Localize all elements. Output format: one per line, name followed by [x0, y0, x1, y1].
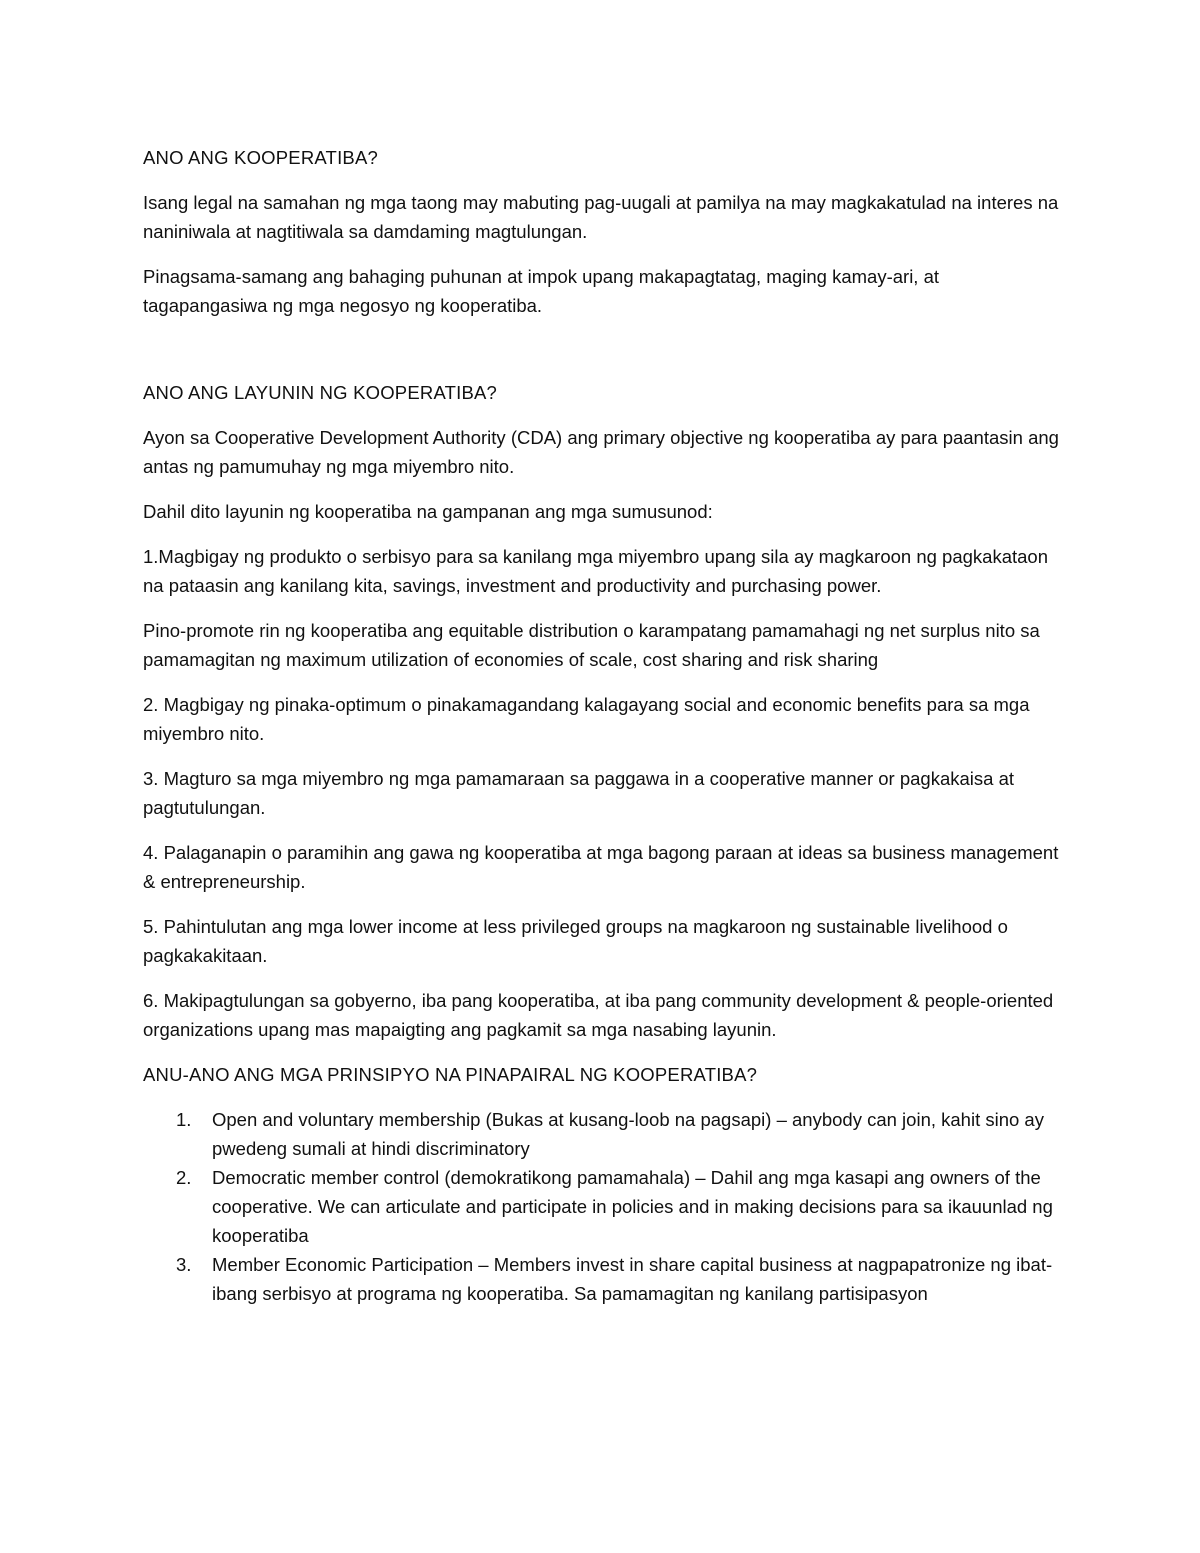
- paragraph: 1.Magbigay ng produkto o serbisyo para sa kanilang mga miyembro upang sila ay magkaroon ng pagkakataon na pataasin ang kanilang kita, savings, investment and productivity and purchasing power.: [143, 546, 1048, 596]
- section-heading-kooperatiba: ANO ANG KOOPERATIBA?: [143, 147, 378, 168]
- list-item-text: Open and voluntary membership (Bukas at kusang-loob na pagsapi) – anybody can join, kahit sino ay pwedeng sumali at hindi discriminatory: [212, 1109, 1044, 1159]
- section-heading-prinsipyo: ANU-ANO ANG MGA PRINSIPYO NA PINAPAIRAL NG KOOPERATIBA?: [143, 1064, 758, 1085]
- document-content: [143, 143, 1063, 1308]
- paragraph: Pino-promote rin ng kooperatiba ang equitable distribution o karampatang pamamahagi ng net surplus nito sa pamamagitan ng maximum utilization of economies of scale, cost sharing and risk sharing: [143, 620, 1040, 670]
- paragraph: Dahil dito layunin ng kooperatiba na gampanan ang mga sumusunod:: [143, 501, 713, 522]
- spacer: [143, 336, 1063, 378]
- paragraph: Ayon sa Cooperative Development Authority (CDA) ang primary objective ng kooperatiba ay para paantasin ang antas ng pamumuhay ng mga miyembro nito.: [143, 427, 1059, 477]
- paragraph: Pinagsama-samang ang bahaging puhunan at impok upang makapagtatag, maging kamay-ari, at tagapangasiwa ng mga negosyo ng kooperatiba.: [143, 266, 940, 316]
- list-number: 2.: [176, 1167, 192, 1188]
- list-number: 3.: [176, 1254, 192, 1275]
- paragraph: Isang legal na samahan ng mga taong may mabuting pag-uugali at pamilya na may magkakatulad na interes na naniniwala at nagtitiwala sa damdaming magtulungan.: [143, 192, 1059, 242]
- paragraph: 3. Magturo sa mga miyembro ng mga pamamaraan sa paggawa in a cooperative manner or pagkakaisa at pagtutulungan.: [143, 768, 1014, 818]
- paragraph: 2. Magbigay ng pinaka-optimum o pinakamagandang kalagayang social and economic benefits para sa mga miyembro nito.: [143, 694, 1030, 744]
- list-item: [143, 1250, 1063, 1308]
- list-item-text: Democratic member control (demokratikong pamamahala) – Dahil ang mga kasapi ang owners of the cooperative. We can articulate and participate in policies and in making decisions para sa ikauunlad ng kooperatiba: [212, 1167, 1053, 1246]
- paragraph: 4. Palaganapin o paramihin ang gawa ng kooperatiba at mga bagong paraan at ideas sa business management & entrepreneurship.: [143, 842, 1059, 892]
- list-item: [143, 1163, 1063, 1250]
- list-number: 1.: [176, 1109, 192, 1130]
- list-item: [143, 1105, 1063, 1163]
- list-item-text: Member Economic Participation – Members invest in share capital business at nagpapatronize ng ibat-ibang serbisyo at programa ng kooperatiba. Sa pamamagitan ng kanilang partisipasyon: [212, 1254, 1053, 1304]
- section-heading-layunin: ANO ANG LAYUNIN NG KOOPERATIBA?: [143, 382, 498, 403]
- principles-list: [143, 1105, 1063, 1308]
- paragraph: 6. Makipagtulungan sa gobyerno, iba pang kooperatiba, at iba pang community development & people-oriented organizations upang mas mapaigting ang pagkamit sa mga nasabing layunin.: [143, 990, 1054, 1040]
- paragraph: 5. Pahintulutan ang mga lower income at less privileged groups na magkaroon ng sustainable livelihood o pagkakakitaan.: [143, 916, 1008, 966]
